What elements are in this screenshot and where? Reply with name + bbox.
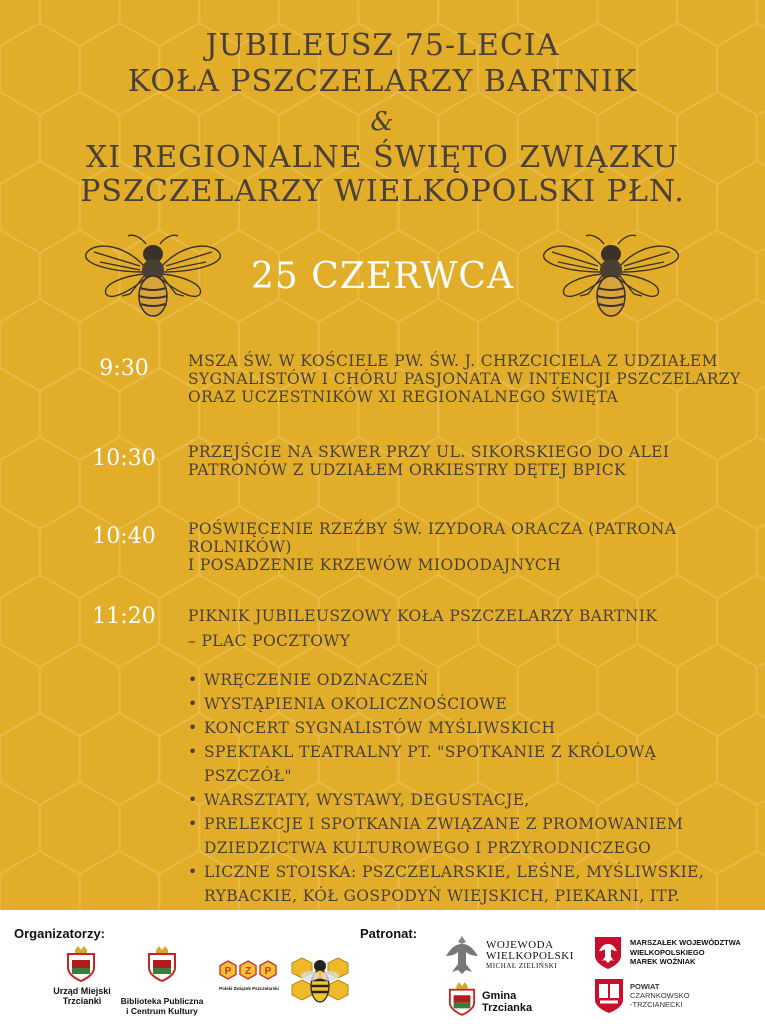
powiat-crest-icon xyxy=(594,978,624,1014)
schedule-time: 10:40 xyxy=(92,524,156,549)
honeycomb-cell xyxy=(40,644,120,736)
honeycomb-cell xyxy=(0,368,40,460)
marszalek-region: WIELKOPOLSKIEGO xyxy=(630,947,705,957)
schedule-line: ORAZ UCZESTNIKÓW XI REGIONALNEGO ŚWIĘTA xyxy=(188,388,619,406)
schedule-line: MSZA ŚW. W KOŚCIELE PW. ŚW. J. CHRZCICIELA Z UDZIAŁEM xyxy=(188,352,718,370)
list-item: • WYSTĄPIENIA OKOLICZNOŚCIOWE xyxy=(188,692,748,716)
honeycomb-cell xyxy=(80,851,160,910)
honeycomb-cell xyxy=(0,713,80,805)
honeycomb-cell xyxy=(0,851,80,910)
schedule-subline: – PLAC POCZTOWY xyxy=(188,632,351,650)
title-line-2: KOŁA PSZCZELARZY BARTNIK xyxy=(127,64,638,99)
picnic-activities-list xyxy=(188,668,748,908)
schedule-line: POŚWIĘCENIE RZEŹBY ŚW. IZYDORA ORACZA (PATRONA ROLNIKÓW) xyxy=(188,520,677,556)
schedule-line: I POSADZENIE KRZEWÓW MIODODAJNYCH xyxy=(188,556,562,574)
bartnik-bee-logo-icon xyxy=(288,954,352,1006)
schedule-description xyxy=(188,520,748,574)
schedule-time: 11:20 xyxy=(92,604,156,629)
caption-line: Biblioteka Publiczna xyxy=(120,996,204,1006)
pzp-letter: P xyxy=(224,966,232,977)
schedule-line: PRZEJŚCIE NA SKWER PRZY UL. SIKORSKIEGO DO ALEI xyxy=(188,443,670,461)
title-line-1: JUBILEUSZ 75-LECIA xyxy=(205,28,560,63)
gmina-line: Gmina xyxy=(482,990,517,1002)
caption-line: i Centrum Kultury xyxy=(126,1006,198,1016)
urzad-miejski-crest-icon xyxy=(66,946,96,982)
schedule-description xyxy=(188,352,748,406)
honeycomb-cell xyxy=(0,782,40,874)
caption-line: Urząd Miejski xyxy=(53,986,111,996)
wojewoda-text xyxy=(486,940,574,971)
list-item: • WRĘCZENIE ODZNACZEŃ xyxy=(188,668,748,692)
powiat-line: POWIAT xyxy=(630,982,660,991)
powiat-line: -TRZCIANECKI xyxy=(630,1000,683,1009)
powiat-text xyxy=(630,982,690,1009)
honeycomb-cell xyxy=(0,437,80,529)
gmina-line: Trzcianka xyxy=(482,1002,533,1014)
pzp-caption: Polski Związek Pszczelarski xyxy=(219,986,279,991)
list-item: • SPEKTAKL TEATRALNY PT. "SPOTKANIE Z KRÓLOWĄ PSZCZÓŁ" xyxy=(188,740,748,788)
powiat-line: CZARNKOWSKO xyxy=(630,991,690,1000)
gmina-crest-icon xyxy=(448,982,476,1016)
marszalek-text xyxy=(630,938,741,967)
caption-line: Trzcianki xyxy=(62,996,102,1006)
honeycomb-cell xyxy=(0,506,40,598)
pzp-logo-icon xyxy=(219,960,277,984)
biblioteka-crest-icon xyxy=(147,946,177,982)
wojewoda-region: WIELKOPOLSKI xyxy=(486,950,574,962)
list-item: • KONCERT SYGNALISTÓW MYŚLIWSKICH xyxy=(188,716,748,740)
wojewoda-title: WOJEWODA xyxy=(486,939,554,951)
list-item: • PRELEKCJE I SPOTKANIA ZWIĄZANE Z PROMOWANIEM DZIEDZICTWA KULTUROWEGO I PRZYRODNICZEGO xyxy=(188,812,748,860)
footer xyxy=(0,910,765,1024)
pzp-letter: P xyxy=(264,966,272,977)
marszalek-title: MARSZAŁEK WOJEWÓDZTWA xyxy=(630,938,741,947)
schedule-description xyxy=(188,443,748,479)
title-line-4: PSZCZELARZY WIELKOPOLSKI PŁN. xyxy=(80,174,685,209)
biblioteka-caption xyxy=(114,996,210,1016)
marszalek-name: MAREK WOŹNIAK xyxy=(630,957,696,966)
honeycomb-cell xyxy=(80,713,160,805)
patronage-label: Patronat: xyxy=(360,926,418,941)
honeycomb-cell xyxy=(0,299,80,391)
gmina-text xyxy=(482,990,532,1014)
list-item: • WARSZTATY, WYSTAWY, DEGUSTACJE, xyxy=(188,788,748,812)
wielkopolska-crest-icon xyxy=(594,936,622,970)
title-line-3: XI REGIONALNE ŚWIĘTO ZWIĄZKU xyxy=(85,140,680,175)
schedule-line: SYGNALISTÓW I CHÓRU PASJONATA W INTENCJI PSZCZELARZY xyxy=(188,370,741,388)
honeycomb-cell xyxy=(40,782,120,874)
honeycomb-cell xyxy=(40,506,120,598)
schedule-line: PIKNIK JUBILEUSZOWY KOŁA PSZCZELARZY BARTNIK xyxy=(188,607,658,625)
pzp-letter: Z xyxy=(244,966,252,977)
organizers-label: Organizatorzy: xyxy=(14,926,106,941)
honeycomb-cell xyxy=(0,575,80,667)
wojewoda-name: MICHAŁ ZIELIŃSKI xyxy=(486,962,558,970)
polish-eagle-emblem-icon xyxy=(444,934,480,976)
schedule-description xyxy=(188,607,748,625)
schedule-time: 10:30 xyxy=(92,446,156,471)
schedule-time: 9:30 xyxy=(99,356,149,381)
event-date: 25 CZERWCA xyxy=(251,256,514,297)
list-item: • LICZNE STOISKA: PSZCZELARSKIE, LEŚNE, MYŚLIWSKIE, RYBACKIE, KÓŁ GOSPODYŃ WIEJSKICH, PIEKARNI, ITP. xyxy=(188,860,748,908)
honeycomb-cell xyxy=(0,644,40,736)
schedule-line: PATRONÓW Z UDZIAŁEM ORKIESTRY DĘTEJ BPICK xyxy=(188,461,626,479)
title-ampersand: & xyxy=(370,107,395,137)
